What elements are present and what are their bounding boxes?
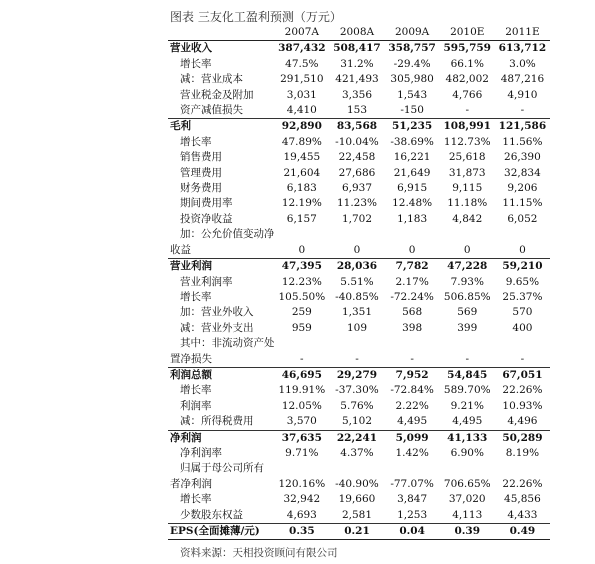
table-cell: 47,228 <box>440 259 495 275</box>
table-cell: 47,395 <box>274 259 329 275</box>
table-cell: -150 <box>400 104 424 117</box>
table-cell: 568 <box>402 306 423 319</box>
table-cell: 6,183 <box>286 182 317 195</box>
table-row <box>168 336 550 351</box>
table-row <box>168 461 550 476</box>
table-cell <box>495 336 550 351</box>
table-cell: 29,279 <box>329 367 384 383</box>
table-row <box>168 414 550 430</box>
table-cell: -72.24% <box>390 290 434 303</box>
table-cell: 51,235 <box>385 119 440 135</box>
table-cell: 7.93% <box>450 275 484 288</box>
source-note: 资料来源：天相投资顾问有限公司 <box>180 547 338 559</box>
row-label: 增长率 <box>180 384 212 397</box>
table-cell: 12.23% <box>281 275 322 288</box>
table-cell: 2.17% <box>395 275 429 288</box>
table-cell: 59,210 <box>495 259 550 275</box>
table-cell: 9.21% <box>450 399 484 412</box>
table-cell <box>440 227 495 242</box>
table-cell <box>274 461 329 476</box>
table-cell: 7,952 <box>385 367 440 383</box>
table-cell: 595,759 <box>440 41 495 57</box>
table-row <box>168 430 550 446</box>
table-cell: 108,991 <box>440 119 495 135</box>
table-cell: -37.30% <box>335 384 379 397</box>
table-cell: 4.37% <box>340 446 374 459</box>
table-row <box>168 477 550 492</box>
table-cell: 10.93% <box>502 399 543 412</box>
table-cell: 105.50% <box>278 290 326 303</box>
table-cell: 5.51% <box>340 275 374 288</box>
table-cell: 3.0% <box>509 57 536 70</box>
table-cell: -72.84% <box>390 384 434 397</box>
table-row <box>168 150 550 165</box>
table-cell: 5.76% <box>340 399 374 412</box>
table-cell: 589.70% <box>443 384 491 397</box>
table-cell: 92,890 <box>274 119 329 135</box>
table-cell: 32,942 <box>283 493 321 506</box>
table-cell: 32,834 <box>504 166 541 179</box>
row-label: 加：营业外收入 <box>180 306 254 319</box>
row-label: 管理费用 <box>180 166 222 179</box>
table-cell: 1,253 <box>397 508 428 521</box>
table-cell: 41,133 <box>440 430 495 446</box>
table-cell: 37,635 <box>274 430 329 446</box>
table-cell: 1,543 <box>397 88 428 101</box>
table-cell <box>385 461 440 476</box>
table-cell: 4,495 <box>452 415 483 428</box>
table-cell: 120.16% <box>278 477 326 490</box>
row-label: 归属于母公司所有 <box>180 462 264 475</box>
table-cell: 11.18% <box>447 197 488 210</box>
table-cell: 50,289 <box>495 430 550 446</box>
table-cell: 305,980 <box>390 73 434 86</box>
table-cell: 421,493 <box>335 73 379 86</box>
table-cell: 3,356 <box>341 88 372 101</box>
table-cell: 1,183 <box>397 212 428 225</box>
table-cell: - <box>520 104 525 117</box>
table-cell: 6,157 <box>286 212 317 225</box>
table-cell: 9.71% <box>285 446 319 459</box>
table-row <box>168 275 550 290</box>
table-cell: 6,052 <box>507 212 538 225</box>
row-label: 少数股东权益 <box>180 508 243 521</box>
row-label: 其中：非流动资产处 <box>180 337 275 350</box>
row-label: 增长率 <box>180 57 212 70</box>
row-label: 营业收入 <box>168 41 274 57</box>
table-cell: 47.89% <box>281 135 322 148</box>
table-cell: 4,766 <box>452 88 483 101</box>
table-row <box>168 243 550 259</box>
table-cell: 3,031 <box>286 88 317 101</box>
table-row <box>168 492 550 507</box>
table-cell: 26,390 <box>504 151 541 164</box>
table-cell: 2,581 <box>341 508 372 521</box>
table-row <box>168 88 550 103</box>
table-cell: 11.56% <box>502 135 543 148</box>
row-label: 期间费用率 <box>180 197 233 210</box>
table-cell: -29.4% <box>393 57 431 70</box>
table-cell: 9,206 <box>507 182 538 195</box>
table-cell: 54,845 <box>440 367 495 383</box>
table-cell: 1,351 <box>341 306 372 319</box>
header-blank <box>168 25 274 41</box>
table-cell: 12.05% <box>281 399 322 412</box>
table-row <box>168 305 550 320</box>
table-cell: 570 <box>512 306 533 319</box>
table-cell: 400 <box>512 321 533 334</box>
table-cell: 0 <box>519 243 526 256</box>
table-cell: 31,873 <box>448 166 486 179</box>
table-cell: -40.90% <box>335 477 379 490</box>
table-cell: 25.37% <box>502 290 543 303</box>
table-cell: 0.21 <box>329 524 384 540</box>
table-cell: 4,693 <box>286 508 317 521</box>
table-row <box>168 135 550 150</box>
row-label: 减：营业成本 <box>180 73 243 86</box>
table-cell: 482,002 <box>445 73 489 86</box>
table-cell: 11.23% <box>336 197 377 210</box>
table-row <box>168 57 550 72</box>
table-cell: - <box>465 104 470 117</box>
table-cell: 0 <box>463 243 471 256</box>
column-header: 2011E <box>495 25 550 41</box>
table-row <box>168 321 550 336</box>
row-label: 加：公允价值变动净 <box>180 228 275 241</box>
row-label: 收益 <box>170 243 191 256</box>
table-cell: - <box>520 352 525 365</box>
table-cell: 4,113 <box>452 508 483 521</box>
table-cell: 387,432 <box>274 41 329 57</box>
table-row <box>168 119 550 135</box>
table-row <box>168 166 550 181</box>
table-cell: 21,649 <box>393 166 431 179</box>
row-label: 销售费用 <box>180 151 222 164</box>
table-cell: 45,856 <box>504 493 541 506</box>
row-label: 减：营业外支出 <box>180 321 254 334</box>
table-cell: 19,660 <box>338 493 376 506</box>
table-row <box>168 227 550 242</box>
row-label: 毛利 <box>168 119 274 135</box>
row-label: 利润率 <box>180 399 212 412</box>
table-cell: -40.85% <box>335 290 379 303</box>
row-label: 减：所得税费用 <box>180 415 254 428</box>
table-cell: 4,496 <box>507 415 538 428</box>
table-cell: 112.73% <box>443 135 491 148</box>
table-cell: 4,842 <box>452 212 483 225</box>
row-label: 者净利润 <box>170 477 212 490</box>
row-label: 投资净收益 <box>180 212 233 225</box>
table-cell: 6,937 <box>341 182 372 195</box>
table-cell: 0.49 <box>495 524 550 540</box>
table-row <box>168 399 550 414</box>
table-cell: 0 <box>408 243 416 256</box>
table-cell: 121,586 <box>495 119 550 135</box>
table-cell <box>440 461 495 476</box>
table-cell: 613,712 <box>495 41 550 57</box>
table-cell: - <box>300 352 304 365</box>
table-title: 图表 三友化工盈利预测（万元） <box>170 10 342 24</box>
row-label: 营业税金及附加 <box>180 88 254 101</box>
table-row <box>168 367 550 383</box>
earnings-forecast-table <box>168 25 550 540</box>
table-cell <box>274 336 329 351</box>
table-row <box>168 72 550 87</box>
table-cell: - <box>465 352 470 365</box>
table-row <box>168 524 550 540</box>
table-cell: 22,241 <box>329 430 384 446</box>
table-cell: 959 <box>291 321 312 334</box>
table-cell: 259 <box>291 306 312 319</box>
table-cell: 67,051 <box>495 367 550 383</box>
table-cell: - <box>410 352 414 365</box>
row-label: 置净损失 <box>170 352 212 365</box>
column-header: 2008A <box>329 25 384 41</box>
table-row <box>168 103 550 119</box>
table-row <box>168 259 550 275</box>
table-cell: 9.65% <box>505 275 540 288</box>
table-cell: -38.69% <box>390 135 434 148</box>
table-row <box>168 290 550 305</box>
row-label: 财务费用 <box>180 182 222 195</box>
table-cell: 12.19% <box>281 197 322 210</box>
table-cell: 399 <box>457 321 478 334</box>
row-label: 净利润率 <box>180 446 222 459</box>
table-cell: 4,433 <box>507 508 538 521</box>
table-cell <box>274 227 329 242</box>
table-cell: 506.85% <box>443 290 491 303</box>
table-cell: 153 <box>346 104 367 117</box>
table-row <box>168 508 550 524</box>
table-cell: 0.39 <box>440 524 495 540</box>
table-cell: 28,036 <box>329 259 384 275</box>
table-cell: 3,570 <box>286 415 317 428</box>
table-cell <box>440 336 495 351</box>
table-cell: 109 <box>346 321 367 334</box>
table-cell: 11.15% <box>502 197 543 210</box>
table-cell: 358,757 <box>385 41 440 57</box>
table-cell: 47.5% <box>285 57 319 70</box>
table-cell: 22.26% <box>502 384 543 397</box>
table-cell: 31.2% <box>340 57 374 70</box>
row-label: 增长率 <box>180 493 212 506</box>
table-cell <box>329 336 384 351</box>
row-label: 营业利润率 <box>180 275 233 288</box>
table-cell: 3,847 <box>397 493 428 506</box>
table-cell: 4,495 <box>397 415 428 428</box>
row-label: 资产减值损失 <box>180 104 243 117</box>
table-cell: 22,458 <box>338 151 376 164</box>
table-cell: 4,910 <box>507 88 538 101</box>
row-label: EPS(全面摊薄/元) <box>168 524 274 540</box>
table-cell: 66.1% <box>450 57 484 70</box>
table-row <box>168 383 550 398</box>
table-cell: 12.48% <box>392 197 433 210</box>
table-cell: 27,686 <box>338 166 376 179</box>
table-row <box>168 212 550 227</box>
table-cell: 398 <box>402 321 423 334</box>
table-cell: 7,782 <box>385 259 440 275</box>
table-cell: 1.42% <box>395 446 429 459</box>
table-row <box>168 196 550 211</box>
column-header: 2010E <box>440 25 495 41</box>
table-cell: 0 <box>353 243 361 256</box>
table-cell: 19,455 <box>283 151 321 164</box>
table-header-row <box>168 25 550 41</box>
table-cell: 706.65% <box>443 477 491 490</box>
table-cell: 37,020 <box>448 493 486 506</box>
table-cell: -77.07% <box>390 477 434 490</box>
table-cell: -10.04% <box>335 135 379 148</box>
table-cell <box>385 227 440 242</box>
table-cell: 119.91% <box>278 384 326 397</box>
column-header: 2009A <box>385 25 440 41</box>
table-cell: 0.35 <box>274 524 329 540</box>
table-cell: 4,410 <box>286 104 317 117</box>
table-cell: 2.22% <box>395 399 429 412</box>
row-label: 增长率 <box>180 135 212 148</box>
row-label: 营业利润 <box>168 259 274 275</box>
table-cell <box>495 461 550 476</box>
table-cell: 8.19% <box>505 446 540 459</box>
table-cell: - <box>355 352 359 365</box>
table-cell <box>385 336 440 351</box>
column-header: 2007A <box>274 25 329 41</box>
table-cell: 487,216 <box>500 73 545 86</box>
table-cell: 1,702 <box>341 212 372 225</box>
row-label: 利润总额 <box>168 367 274 383</box>
table-row <box>168 181 550 196</box>
row-label: 净利润 <box>168 430 274 446</box>
table-cell <box>329 461 384 476</box>
table-cell: 0 <box>298 243 306 256</box>
table-cell: 22.26% <box>502 477 543 490</box>
table-cell: 5,099 <box>385 430 440 446</box>
table-cell: 25,618 <box>448 151 486 164</box>
table-cell: 46,695 <box>274 367 329 383</box>
table-cell: 16,221 <box>393 151 431 164</box>
row-label: 增长率 <box>180 290 212 303</box>
table-cell: 0.04 <box>385 524 440 540</box>
table-cell: 6,915 <box>397 182 428 195</box>
table-row <box>168 446 550 461</box>
table-cell <box>329 227 384 242</box>
table-cell: 569 <box>457 306 478 319</box>
table-cell: 21,604 <box>283 166 321 179</box>
table-row <box>168 352 550 368</box>
table-row <box>168 41 550 57</box>
table-cell: 5,102 <box>341 415 372 428</box>
table-cell: 6.90% <box>450 446 484 459</box>
table-cell: 83,568 <box>329 119 384 135</box>
table-cell: 291,510 <box>280 73 324 86</box>
table-cell: 9,115 <box>452 182 483 195</box>
table-cell: 508,417 <box>329 41 384 57</box>
table-cell <box>495 227 550 242</box>
